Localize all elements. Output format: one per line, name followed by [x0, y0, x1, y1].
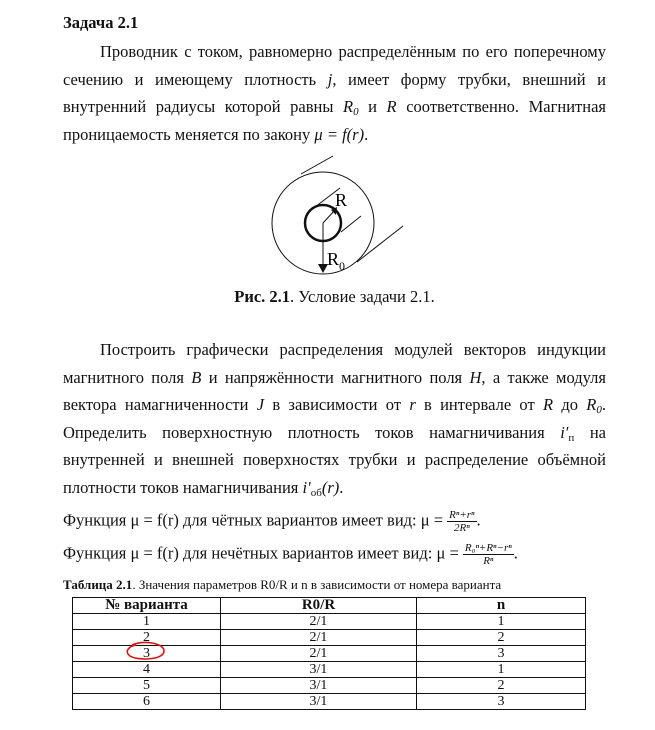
cell: 3/1	[221, 678, 417, 694]
table-container	[72, 597, 586, 710]
header-n: n	[417, 598, 586, 614]
label-R0: R	[326, 249, 339, 269]
cell: 2	[417, 630, 586, 646]
paragraph-task	[63, 336, 606, 501]
table-caption-text: . Значения параметров R0/R и n в зависимости от номера варианта	[132, 577, 502, 592]
caption-label: Рис. 2.1	[234, 287, 291, 306]
var-r: r	[409, 395, 416, 414]
task-title: Задача 2.1	[63, 13, 139, 32]
var-J: J	[256, 395, 265, 414]
cell: 3	[73, 646, 221, 662]
numerator: Rⁿ+rⁿ	[449, 509, 475, 521]
label-R: R	[334, 190, 347, 210]
var-H: H	[469, 367, 482, 387]
var-R: R	[542, 395, 554, 414]
arg: (r)	[321, 477, 340, 497]
text: на внутренней и внешней поверхностях трубки и распределение объёмной плотности токов намагничивания	[63, 422, 606, 497]
text: в зависимости от	[264, 395, 410, 414]
cell: 3/1	[221, 694, 417, 710]
caption-text: . Условие задачи 2.1.	[290, 287, 435, 306]
text: и напряжённости магнитного поля	[201, 367, 470, 387]
var-B: B	[191, 367, 202, 387]
table-row	[73, 678, 586, 694]
text: . Определить поверхностную плотность токов намагничивания	[63, 395, 606, 442]
text: в интервале от	[415, 395, 543, 414]
table-row	[73, 646, 586, 662]
figure-caption	[63, 286, 606, 308]
cell: 2/1	[221, 614, 417, 630]
sub: 0	[353, 106, 359, 118]
cell: 5	[73, 678, 221, 694]
denominator: 2Rⁿ	[453, 522, 470, 534]
cell: 3/1	[221, 662, 417, 678]
var-R0: R	[342, 97, 354, 116]
sub: 0	[596, 404, 602, 416]
cell: 1	[73, 614, 221, 630]
var-R0: R	[586, 395, 597, 414]
cell: 2	[73, 630, 221, 646]
numerator: R₀ⁿ+Rⁿ−rⁿ	[464, 542, 512, 554]
text: .	[339, 477, 344, 497]
fraction	[447, 509, 476, 534]
figure-tube	[255, 154, 415, 284]
cell: 3	[417, 646, 586, 662]
variants-table	[72, 597, 586, 710]
text: соответственно. Магнитная проницаемость меняется по закону	[63, 97, 606, 144]
text: , а также модуля вектора намагниченности	[63, 367, 606, 414]
var-R: R	[386, 97, 397, 116]
denominator: Rⁿ	[483, 555, 494, 567]
var-j: j	[327, 69, 333, 89]
table-header	[73, 598, 586, 614]
sub: п	[568, 431, 575, 444]
text: Функция μ = f(r) для нечётных вариантов имеет вид: μ =	[63, 543, 459, 563]
header-ratio: R0/R	[221, 598, 417, 614]
cell: 2/1	[221, 630, 417, 646]
var-ip: i′	[560, 422, 569, 442]
table-row	[73, 630, 586, 646]
text: и	[358, 97, 387, 116]
text: , имеет форму трубки, внешний и внутренний радиусы которой равны	[63, 69, 606, 116]
cell: 2/1	[221, 646, 417, 662]
text: .	[364, 124, 369, 144]
label-R0-sub: 0	[338, 259, 345, 273]
cell: 3	[417, 694, 586, 710]
text: Построить графически распределения модулей векторов индукции магнитного поля	[63, 340, 606, 387]
cell: 4	[73, 662, 221, 678]
sub: об	[310, 486, 322, 499]
table-row	[73, 662, 586, 678]
var-iob: i′	[302, 477, 311, 497]
function-odd: Функция μ = f(r) для нечётных вариантов имеет вид: μ = $\frac{\text{R₀ⁿ+Rⁿ−rⁿ}}{\text{Rⁿ}}$ .	[63, 542, 518, 567]
cell: 6	[73, 694, 221, 710]
function-even: Функция μ = f(r) для чётных вариантов имеет вид: μ = $\frac{\text{Rⁿ+rⁿ}}{\text{2Rⁿ}}$ .	[63, 509, 481, 534]
table-caption-label: Таблица 2.1	[63, 577, 133, 592]
text: Функция μ = f(r) для чётных вариантов имеет вид: μ =	[63, 510, 444, 530]
cell: 1	[417, 662, 586, 678]
text: до	[553, 395, 587, 414]
table-row	[73, 614, 586, 630]
paragraph-condition	[63, 38, 606, 148]
header-variant: № варианта	[73, 598, 221, 614]
cell: 2	[417, 678, 586, 694]
fraction	[463, 542, 514, 567]
cell: 1	[417, 614, 586, 630]
law: μ = f(r)	[314, 124, 365, 144]
text: Проводник с током, равномерно распределённым по его поперечному сечению и имеющему плотность	[63, 42, 606, 89]
table-caption	[63, 577, 606, 593]
